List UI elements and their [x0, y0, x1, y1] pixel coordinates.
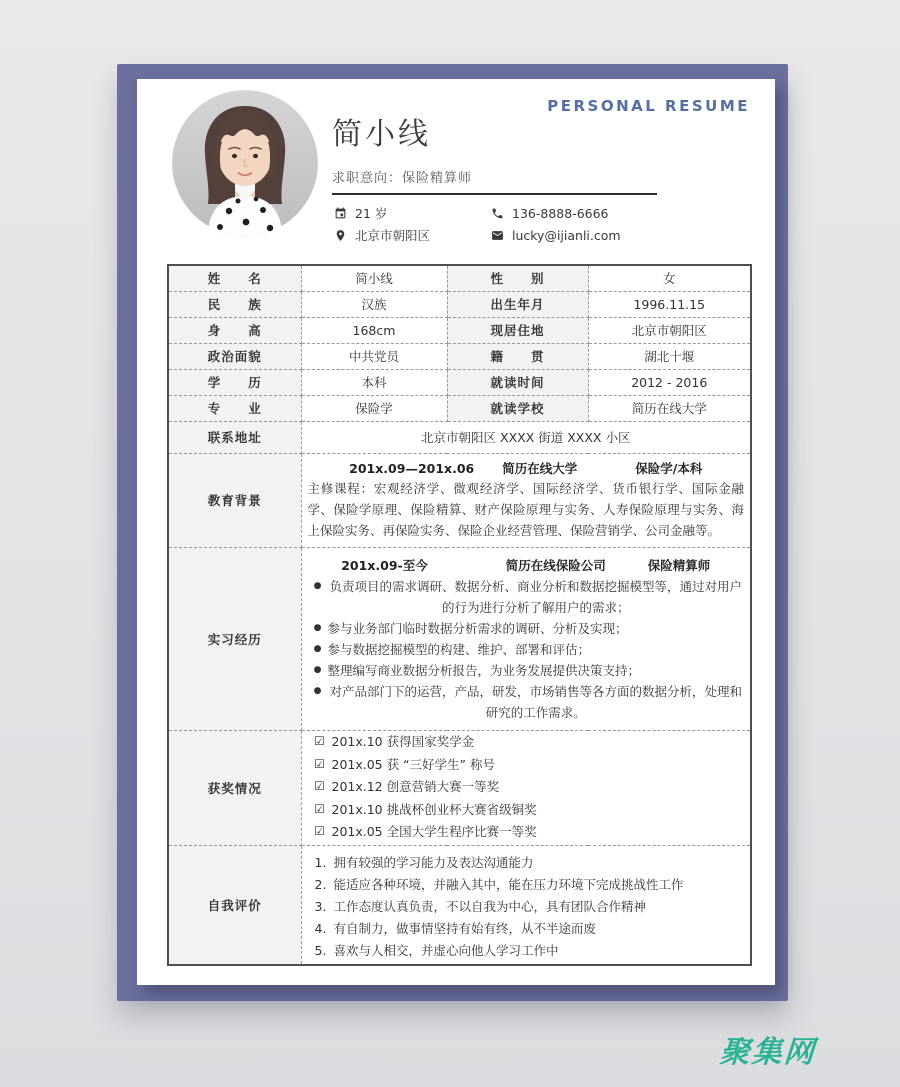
- list-item: [308, 874, 745, 896]
- info-label: 籍 贯: [447, 343, 588, 369]
- awards-label: 获奖情况: [168, 730, 301, 845]
- info-label: 出生年月: [447, 291, 588, 317]
- candidate-name: 简小线: [332, 117, 431, 152]
- header-divider: [332, 193, 657, 195]
- table-row: [168, 291, 751, 317]
- table-row: [168, 369, 751, 395]
- internship-content: [301, 547, 751, 730]
- list-item: [308, 618, 745, 639]
- education-content: [301, 453, 751, 547]
- education-header: [308, 458, 745, 479]
- table-row: [168, 343, 751, 369]
- list-item: [308, 821, 745, 844]
- self-eval-text: 拥有较强的学习能力及表达沟通能力: [333, 855, 534, 871]
- info-label: 性 别: [447, 265, 588, 291]
- info-label: 学 历: [168, 369, 301, 395]
- self-evaluation-section: [168, 845, 751, 965]
- education-courses: 主修课程：宏观经济学、微观经济学、国际经济学、货币银行学、国际金融学、保险学原理、保险精算、财产保险原理与实务、人寿保险原理与实务、海上保险实务、再保险实务、保险企业经营管理、保险营销学、公司金融等。: [307, 481, 744, 538]
- info-value: 保险学: [301, 395, 447, 421]
- address-row: [168, 421, 751, 453]
- internship-company: 简历在线保险公司: [505, 557, 606, 573]
- self-eval-text: 有自制力，做事情坚持有始有终，从不半途而废: [333, 920, 597, 936]
- phone-icon: [491, 207, 504, 220]
- education-major: 保险学/本科: [635, 461, 703, 477]
- checkbox-icon: ☑: [314, 779, 325, 794]
- info-value: 女: [588, 265, 751, 291]
- awards-list: [308, 731, 745, 844]
- table-row: [168, 317, 751, 343]
- item-number: 1.: [314, 855, 327, 871]
- list-item: [308, 639, 745, 660]
- list-item: [308, 896, 745, 918]
- brand-title: PERSONAL RESUME: [547, 97, 750, 115]
- internship-period: 201x.09-至今: [341, 557, 428, 573]
- info-value: 2012 - 2016: [588, 369, 751, 395]
- info-value: 北京市朝阳区: [588, 317, 751, 343]
- self-evaluation-content: [301, 845, 751, 965]
- bullet-text: 参与数据挖掘模型的构建、维护、部署和评估；: [327, 641, 591, 657]
- site-watermark: 聚集网: [718, 1035, 817, 1070]
- award-text: 201x.05 获 “三好学生” 称号: [331, 756, 496, 772]
- info-value: 汉族: [301, 291, 447, 317]
- bullet-text: 对产品部门下的运营，产品，研发，市场销售等各方面的数据分析，处理和研究的工作需求。: [329, 683, 742, 720]
- internship-label: 实习经历: [168, 547, 301, 730]
- bullet-icon: ●: [313, 643, 322, 654]
- bullet-text: 参与业务部门临时数据分析需求的调研、分析及实现；: [327, 620, 628, 636]
- education-section: [168, 453, 751, 547]
- education-school: 简历在线大学: [502, 461, 578, 477]
- internship-position: 保险精算师: [647, 557, 711, 573]
- table-row: [168, 395, 751, 421]
- address-value: 北京市朝阳区 XXXX 街道 XXXX 小区: [301, 421, 751, 453]
- info-label: 就读学校: [447, 395, 588, 421]
- internship-bullet-list: [308, 576, 745, 723]
- bullet-icon: ●: [313, 622, 322, 633]
- info-value: 168cm: [301, 317, 447, 343]
- checkbox-icon: ☑: [314, 734, 325, 749]
- info-label: 政治面貌: [168, 343, 301, 369]
- internship-section: [168, 547, 751, 730]
- avatar: [172, 90, 318, 236]
- list-item: [308, 776, 745, 799]
- contact-age: [334, 204, 491, 222]
- table-row: [168, 265, 751, 291]
- education-period: 201x.09—201x.06: [349, 461, 475, 477]
- info-value: 中共党员: [301, 343, 447, 369]
- awards-section: [168, 730, 751, 845]
- contact-age-text: 21 岁: [355, 206, 388, 221]
- info-value: 湖北十堰: [588, 343, 751, 369]
- list-item: [308, 799, 745, 822]
- info-value: 本科: [301, 369, 447, 395]
- calendar-icon: [334, 207, 347, 220]
- list-item: [308, 754, 745, 777]
- checkbox-icon: ☑: [314, 756, 325, 771]
- item-number: 4.: [314, 920, 327, 936]
- address-label: 联系地址: [168, 421, 301, 453]
- list-item: [308, 852, 745, 874]
- award-text: 201x.12 创意营销大赛一等奖: [331, 779, 500, 795]
- bullet-icon: ●: [313, 580, 322, 591]
- awards-content: [301, 730, 751, 845]
- bullet-icon: ●: [313, 685, 322, 696]
- bullet-text: 整理编写商业数据分析报告，为业务发展提供决策支持；: [327, 662, 641, 678]
- education-label: 教育背景: [168, 453, 301, 547]
- resume-page: [137, 79, 775, 985]
- info-label: 身 高: [168, 317, 301, 343]
- self-eval-text: 能适应各种环境，并融入其中，能在压力环境下完成挑战性工作: [333, 876, 684, 892]
- list-item: [308, 918, 745, 940]
- award-text: 201x.10 挑战杯创业杯大赛省级铜奖: [331, 801, 537, 817]
- self-eval-text: 工作态度认真负责，不以自我为中心，具有团队合作精神: [333, 898, 647, 914]
- contact-email: [491, 228, 734, 243]
- info-value: 简历在线大学: [588, 395, 751, 421]
- item-number: 3.: [314, 898, 327, 914]
- checkbox-icon: ☑: [314, 824, 325, 839]
- checkbox-icon: ☑: [314, 801, 325, 816]
- contact-email-text: lucky@ijianli.com: [512, 227, 621, 243]
- info-value: 1996.11.15: [588, 291, 751, 317]
- list-item: [308, 576, 745, 618]
- info-label: 现居住地: [447, 317, 588, 343]
- contact-location-text: 北京市朝阳区: [355, 228, 431, 243]
- profile-photo: [172, 90, 318, 236]
- info-label: 专 业: [168, 395, 301, 421]
- info-label: 姓 名: [168, 265, 301, 291]
- info-label: 就读时间: [447, 369, 588, 395]
- award-text: 201x.10 获得国家奖学金: [331, 734, 475, 750]
- list-item: [308, 660, 745, 681]
- contact-phone-text: 136-8888-6666: [512, 205, 609, 221]
- contact-list: [334, 202, 734, 246]
- resume-table: [167, 264, 752, 966]
- contact-location: [334, 226, 491, 244]
- contact-phone: [491, 206, 734, 221]
- self-evaluation-label: 自我评价: [168, 845, 301, 965]
- internship-header: [308, 555, 745, 576]
- location-pin-icon: [334, 229, 347, 242]
- bullet-text: 负责项目的需求调研、数据分析、商业分析和数据挖掘模型等，通过对用户的行为进行分析了解用户的需求；: [329, 578, 742, 615]
- info-value: 简小线: [301, 265, 447, 291]
- item-number: 5.: [314, 942, 327, 958]
- bullet-icon: ●: [313, 664, 322, 675]
- list-item: [308, 731, 745, 754]
- self-eval-text: 喜欢与人相交，并虚心向他人学习工作中: [333, 942, 559, 958]
- item-number: 2.: [314, 876, 327, 892]
- envelope-icon: [491, 229, 504, 242]
- self-evaluation-list: [308, 848, 745, 961]
- info-label: 民 族: [168, 291, 301, 317]
- award-text: 201x.05 全国大学生程序比赛一等奖: [331, 824, 537, 840]
- resume-purple-frame: [117, 64, 788, 1001]
- job-intention: 求职意向：保险精算师: [332, 171, 473, 186]
- list-item: [308, 940, 745, 962]
- list-item: [308, 681, 745, 723]
